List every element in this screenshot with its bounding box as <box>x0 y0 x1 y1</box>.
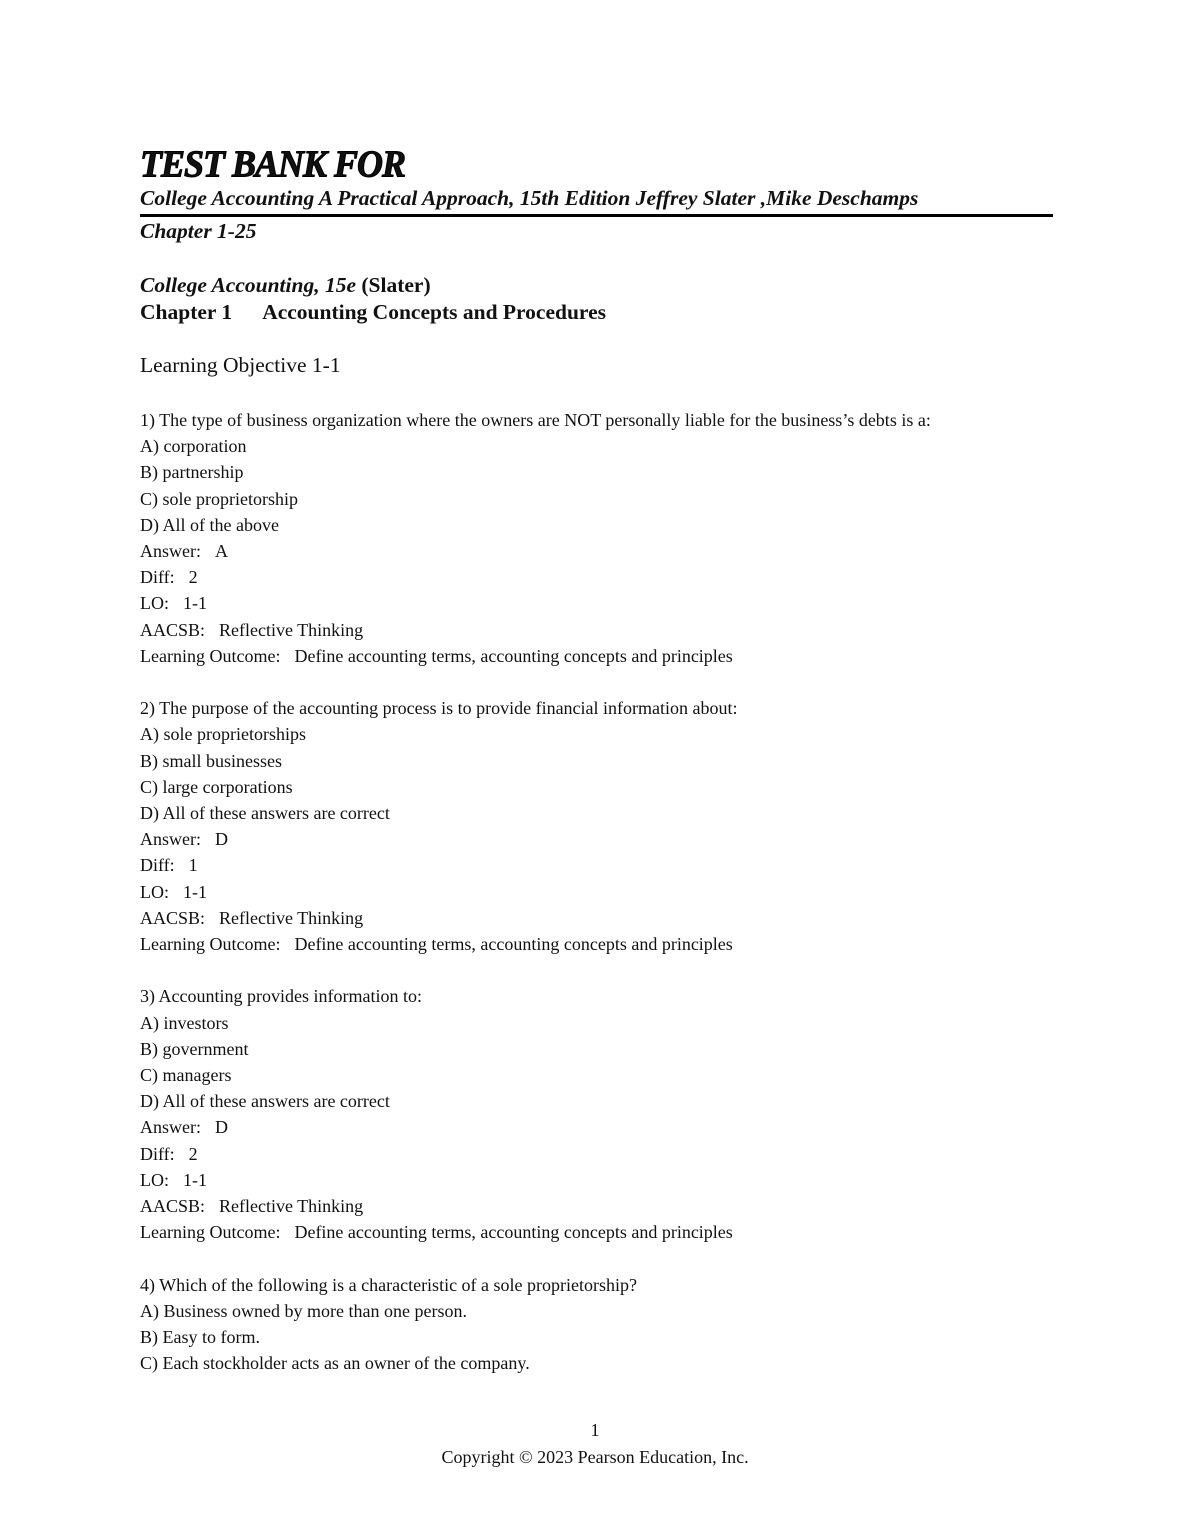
question-aacsb-label: AACSB: <box>140 619 206 640</box>
question-lo-row <box>140 879 1045 905</box>
question-answer-label: Answer: <box>140 541 201 562</box>
chapter-title: Accounting Concepts and Procedures <box>262 300 606 324</box>
chapter-range: Chapter 1-25 <box>140 219 257 243</box>
question-lo-label: LO: <box>140 881 169 902</box>
question-lo-label: LO: <box>140 593 169 614</box>
answer-option: A) sole proprietorships <box>140 724 306 745</box>
book-author: (Slater) <box>361 273 431 297</box>
question-outcome-value: Define accounting terms, accounting concepts and principles <box>294 645 733 666</box>
answer-option: D) All of these answers are correct <box>140 1091 390 1112</box>
question-aacsb-label: AACSB: <box>140 1196 206 1217</box>
question-outcome-label: Learning Outcome: <box>140 934 281 955</box>
answer-option: D) All of these answers are correct <box>140 803 390 824</box>
learning-objective-heading: Learning Objective 1-1 <box>140 353 341 377</box>
question-diff-label: Diff: <box>140 1143 175 1164</box>
answer-option: B) government <box>140 1038 249 1059</box>
question-text: 1) The type of business organization where the owners are NOT personally liable for the business’s debts is a: <box>140 410 931 430</box>
answer-option: C) sole proprietorship <box>140 488 298 509</box>
answer-option: D) All of the above <box>140 514 279 535</box>
question-outcome-row <box>140 643 1045 669</box>
answer-option: C) large corporations <box>140 776 293 797</box>
question-aacsb-row <box>140 617 1045 643</box>
question-diff-label: Diff: <box>140 567 175 588</box>
chapter-heading <box>140 300 606 325</box>
question-list <box>140 407 1045 1403</box>
question-diff-value: 2 <box>188 1143 198 1164</box>
question-diff-row <box>140 1141 1045 1167</box>
answer-option: B) partnership <box>140 462 244 483</box>
question-outcome-row <box>140 931 1045 957</box>
question-answer-label: Answer: <box>140 1117 201 1138</box>
page-number: 1 <box>590 1420 600 1440</box>
question-outcome-label: Learning Outcome: <box>140 1222 281 1243</box>
question-answer-value: D <box>215 1117 228 1138</box>
chapter-number: Chapter 1 <box>140 300 233 324</box>
copyright: Copyright © 2023 Pearson Education, Inc. <box>441 1447 749 1467</box>
question-block <box>140 407 1045 669</box>
question-aacsb-label: AACSB: <box>140 907 206 928</box>
answer-option: A) corporation <box>140 436 247 457</box>
question-diff-value: 2 <box>188 567 198 588</box>
question-answer-label: Answer: <box>140 829 201 850</box>
question-diff-row <box>140 564 1045 590</box>
answer-option: C) Each stockholder acts as an owner of the company. <box>140 1353 530 1374</box>
answer-option: A) investors <box>140 1012 229 1033</box>
question-text: 3) Accounting provides information to: <box>140 986 422 1007</box>
answer-option: A) Business owned by more than one person. <box>140 1300 467 1321</box>
document-title: TEST BANK FOR <box>140 143 406 185</box>
question-aacsb-value: Reflective Thinking <box>219 907 364 928</box>
question-answer-value: D <box>215 829 228 850</box>
question-aacsb-value: Reflective Thinking <box>219 619 364 640</box>
question-block <box>140 1272 1045 1377</box>
question-answer-row <box>140 826 1045 852</box>
question-answer-row <box>140 538 1045 564</box>
question-block <box>140 983 1045 1245</box>
question-lo-row <box>140 1167 1045 1193</box>
question-aacsb-row <box>140 1193 1045 1219</box>
book-heading <box>140 273 431 298</box>
book-subtitle: College Accounting A Practical Approach, 15th Edition Jeffrey Slater ,Mike Deschamps <box>140 186 919 210</box>
answer-option: B) Easy to form. <box>140 1327 260 1348</box>
answer-option: C) managers <box>140 1065 232 1086</box>
question-aacsb-row <box>140 905 1045 931</box>
question-outcome-row <box>140 1219 1045 1245</box>
question-lo-value: 1-1 <box>183 1169 207 1190</box>
question-text: 2) The purpose of the accounting process is to provide financial information about: <box>140 698 738 719</box>
question-diff-value: 1 <box>188 855 198 876</box>
question-answer-row <box>140 1114 1045 1140</box>
question-outcome-value: Define accounting terms, accounting concepts and principles <box>294 934 733 955</box>
question-lo-value: 1-1 <box>183 593 207 614</box>
header-divider <box>140 214 1053 217</box>
question-diff-row <box>140 852 1045 878</box>
question-diff-label: Diff: <box>140 855 175 876</box>
question-block <box>140 695 1045 957</box>
question-lo-row <box>140 590 1045 616</box>
question-lo-value: 1-1 <box>183 881 207 902</box>
answer-option: B) small businesses <box>140 750 282 771</box>
question-lo-label: LO: <box>140 1169 169 1190</box>
book-title: College Accounting, 15e <box>140 273 356 297</box>
question-aacsb-value: Reflective Thinking <box>219 1196 364 1217</box>
question-outcome-label: Learning Outcome: <box>140 645 281 666</box>
question-answer-value: A <box>215 541 228 562</box>
question-outcome-value: Define accounting terms, accounting concepts and principles <box>294 1222 733 1243</box>
question-text: 4) Which of the following is a characteristic of a sole proprietorship? <box>140 1274 638 1295</box>
